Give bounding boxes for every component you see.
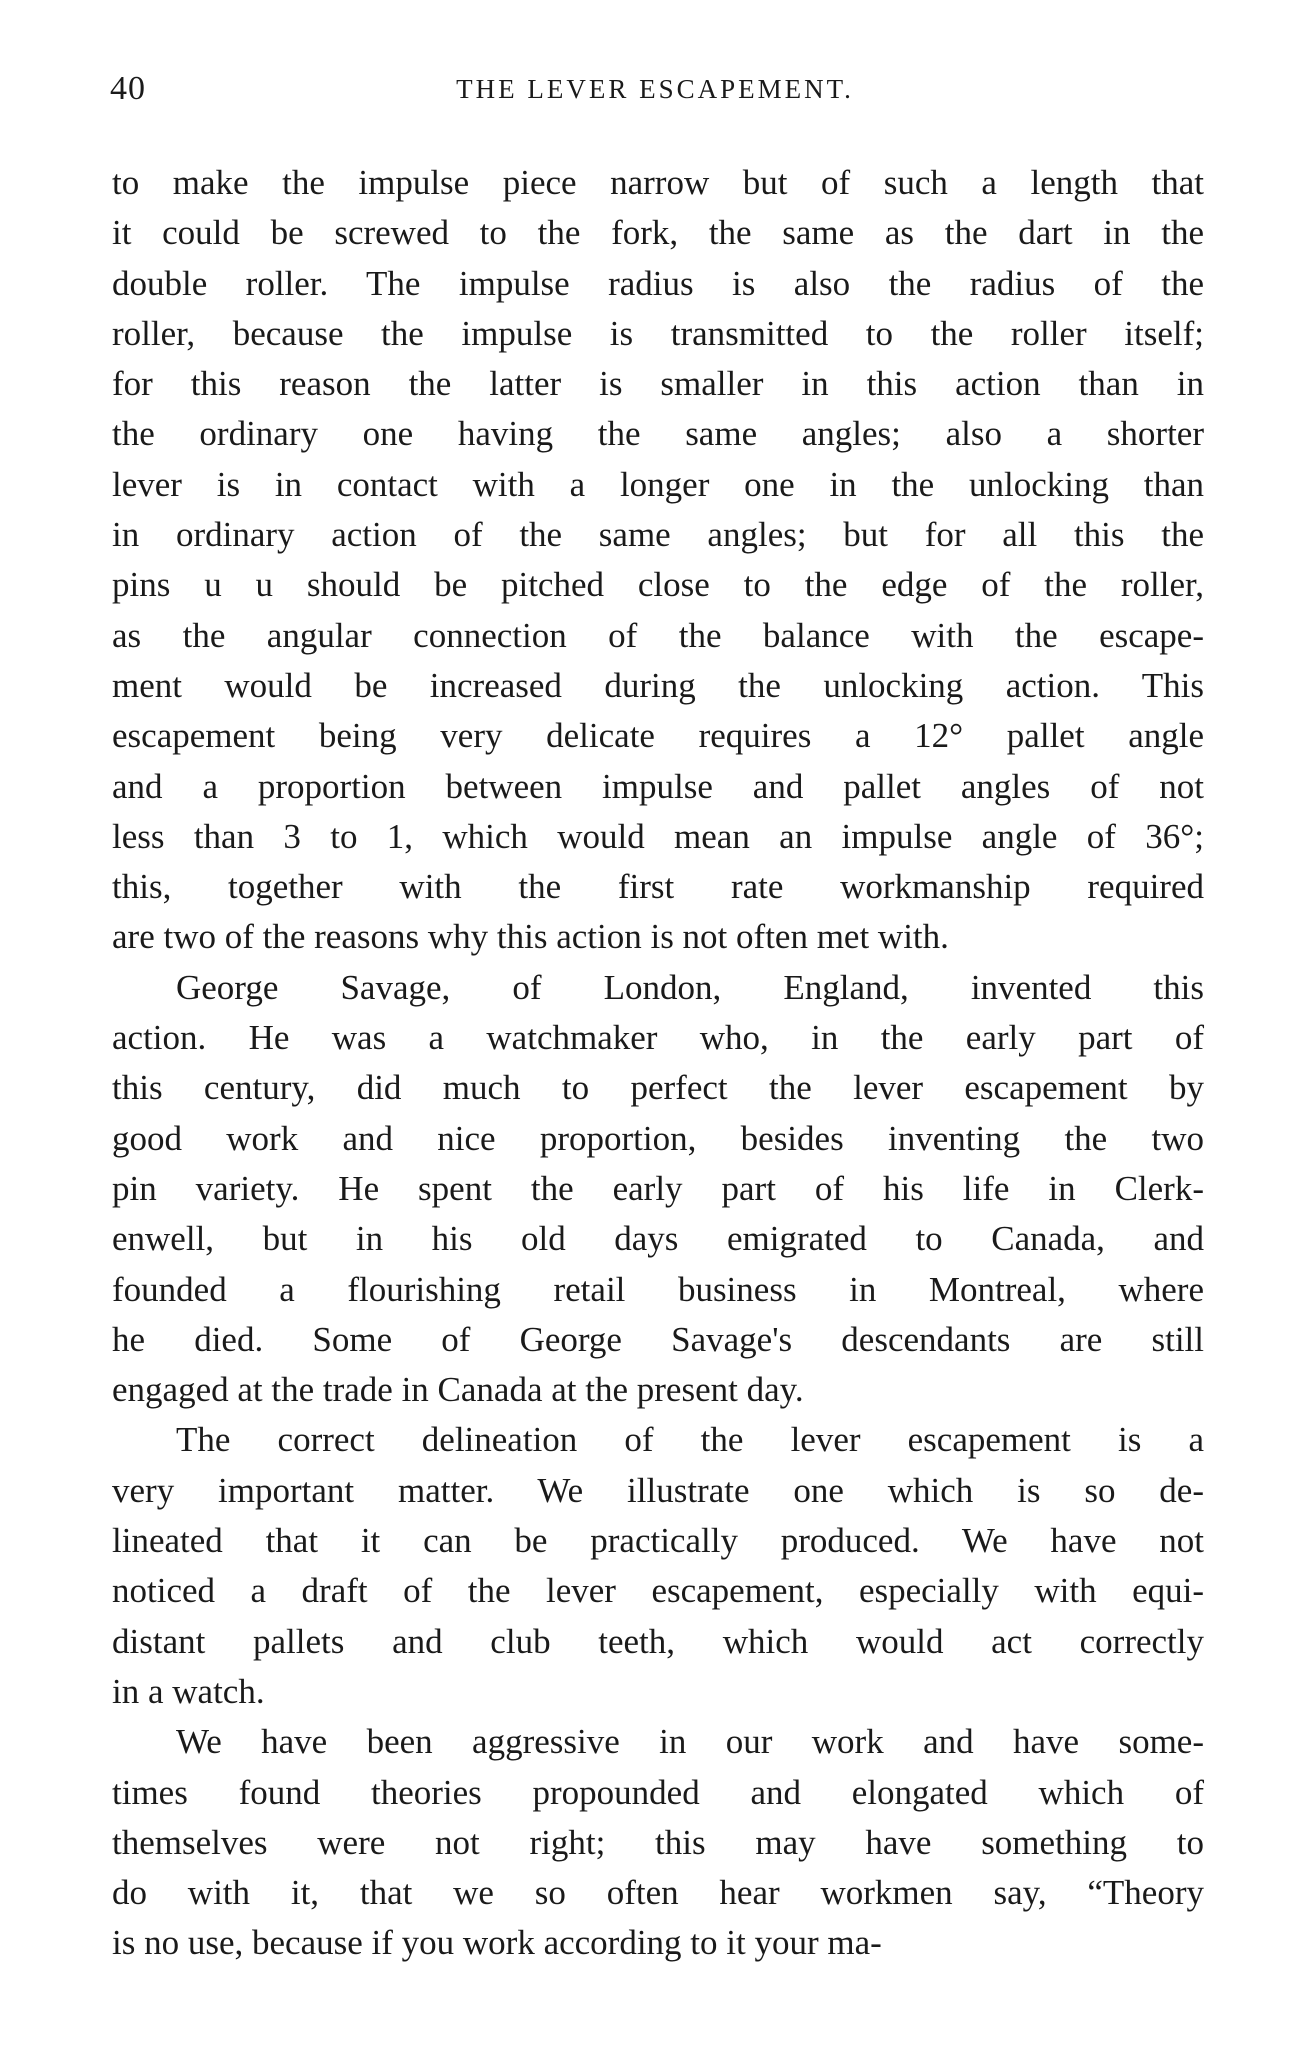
text-line: themselves were not right; this may have something to bbox=[112, 1822, 1204, 1862]
text-line: engaged at the trade in Canada at the present day. bbox=[112, 1370, 804, 1410]
text-line: this century, did much to perfect the lever escapement by bbox=[112, 1068, 1204, 1108]
text-line: times found theories propounded and elongated which of bbox=[112, 1772, 1204, 1812]
text-line: escapement being very delicate requires a 12° pallet angle bbox=[112, 716, 1204, 756]
text-line: the ordinary one having the same angles; also a shorter bbox=[112, 414, 1204, 454]
text-line: to make the impulse piece narrow but of such a length that bbox=[112, 163, 1204, 202]
running-title: THE LEVER ESCAPEMENT. bbox=[456, 74, 854, 104]
text-line: he died. Some of George Savage's descendants are still bbox=[112, 1319, 1204, 1359]
text-line: very important matter. We illustrate one which is so de- bbox=[112, 1470, 1204, 1510]
page-number: 40 bbox=[110, 70, 146, 107]
text-line: in a watch. bbox=[112, 1671, 265, 1711]
text-line: good work and nice proportion, besides inventing the two bbox=[112, 1118, 1204, 1158]
text-line: as the angular connection of the balance with the escape- bbox=[112, 615, 1204, 655]
text-line: less than 3 to 1, which would mean an impulse angle of 36°; bbox=[112, 816, 1204, 856]
text-line: in ordinary action of the same angles; but for all this the bbox=[112, 515, 1204, 555]
text-line: George Savage, of London, England, invented this bbox=[176, 967, 1204, 1007]
paragraph bbox=[112, 963, 1204, 1416]
text-line: pin variety. He spent the early part of his life in Clerk- bbox=[112, 1168, 1204, 1208]
text-line: for this reason the latter is smaller in this action than in bbox=[112, 364, 1204, 404]
text-line: founded a flourishing retail business in Montreal, where bbox=[112, 1269, 1204, 1309]
paragraph bbox=[112, 158, 1204, 963]
text-line: ment would be increased during the unlocking action. This bbox=[112, 665, 1204, 705]
text-line: and a proportion between impulse and pallet angles of not bbox=[112, 766, 1204, 806]
body-text bbox=[112, 158, 1204, 1969]
text-line: it could be screwed to the fork, the same as the dart in the bbox=[112, 213, 1204, 253]
text-line: noticed a draft of the lever escapement, especially with equi- bbox=[112, 1571, 1204, 1611]
text-line: this, together with the first rate workmanship required bbox=[112, 867, 1204, 907]
paragraph bbox=[112, 1717, 1204, 1968]
text-line: action. He was a watchmaker who, in the early part of bbox=[112, 1018, 1204, 1058]
text-line: The correct delineation of the lever escapement is a bbox=[176, 1420, 1204, 1460]
text-line: are two of the reasons why this action is not often met with. bbox=[112, 917, 949, 957]
text-line: distant pallets and club teeth, which would act correctly bbox=[112, 1621, 1204, 1661]
text-line: lineated that it can be practically produced. We have not bbox=[112, 1521, 1204, 1561]
text-line: double roller. The impulse radius is also the radius of the bbox=[112, 263, 1204, 303]
text-line: roller, because the impulse is transmitted to the roller itself; bbox=[112, 313, 1204, 353]
text-line: enwell, but in his old days emigrated to Canada, and bbox=[112, 1219, 1204, 1259]
text-line: is no use, because if you work according to it your ma- bbox=[112, 1923, 882, 1963]
text-line: pins u u should be pitched close to the edge of the roller, bbox=[112, 565, 1204, 605]
text-line: lever is in contact with a longer one in the unlocking than bbox=[112, 464, 1204, 504]
text-line: do with it, that we so often hear workmen say, “Theory bbox=[112, 1873, 1204, 1913]
page-header bbox=[110, 70, 1200, 110]
paragraph bbox=[112, 1415, 1204, 1717]
text-line: We have been aggressive in our work and have some- bbox=[176, 1722, 1204, 1762]
